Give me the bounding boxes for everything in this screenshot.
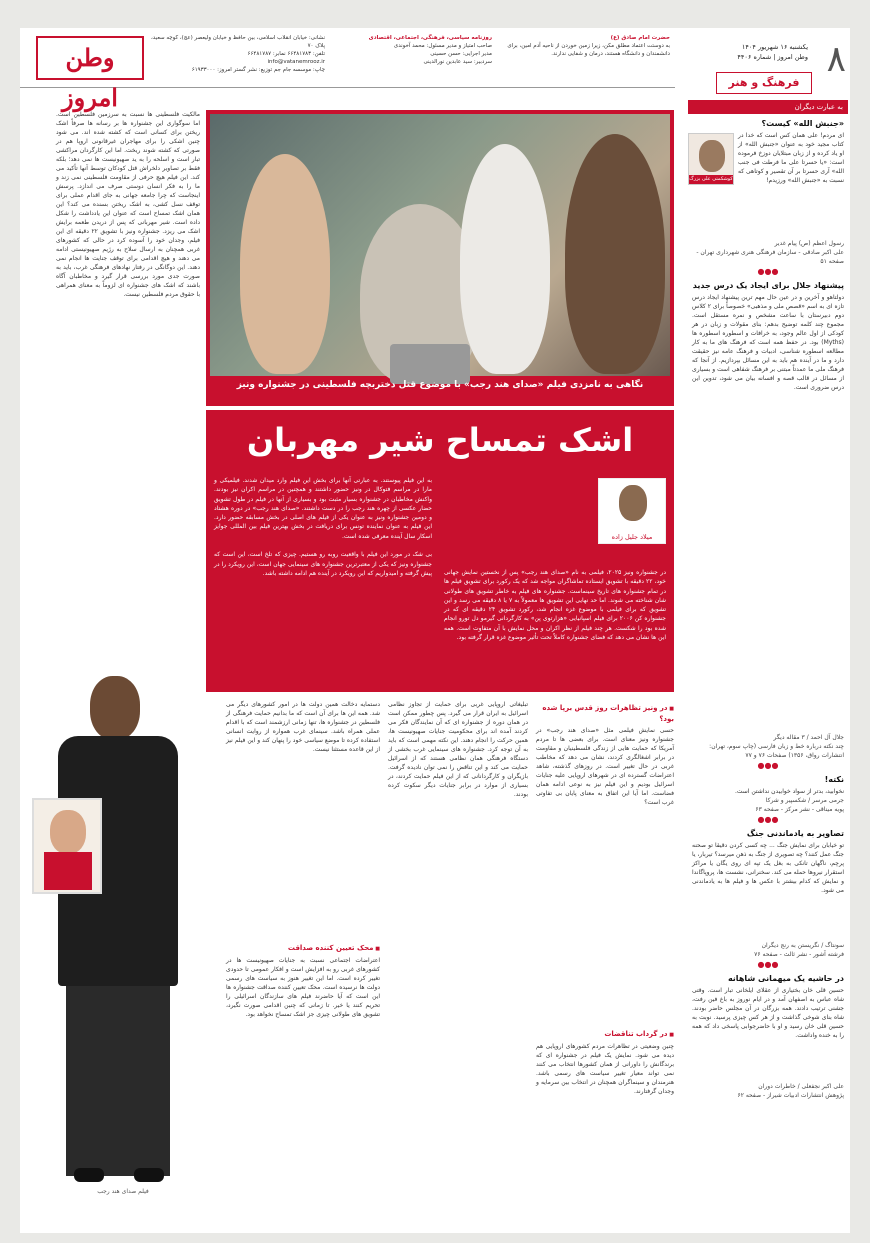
lead-photo[interactable] (210, 114, 670, 376)
author-name: میلاد جلیل زاده (611, 533, 653, 541)
side-item-text: ای مردم! علی همان کس است که خدا در کتاب مجید خود به عنوان «جنبش الله» از او یاد کرده و از زبان مبتلایان دوزخ فرموده است: «یا حسرتا علی ما فرطت فی جنب الله» آری حسرتا بر آن تقصیر و کوتاهی که نسبت به «جنبش الله» ورزیدم! (736, 132, 844, 184)
lower-col-2 (388, 700, 528, 1228)
lower-text: تبلیغاتی اروپایی غربی برای حمایت از تجاوز نظامی اسرائیل به ایران قرار می گیرد. پس چطور ممکن است در همان دوره از جشنواره ای که آن نمایندگان فکر می کردند آمده اند برای محکومیت جنایات صهیونیست ها، همین حرکت را انجام دهند. این نکته مهمی است که باید به آن توجه کرد. جشنواره های سینمایی غرب بخشی از دستگاه فرهنگی همان نظامی هستند که از اسرائیل حمایت می کند و این تناقض را نمی توان نادیده گرفت. بازیگران و کارگردانانی که از این فیلم حمایت کردند، در بسیاری از موارد در برابر جنایات دیگر سکوت کرده بودند. (386, 701, 528, 798)
figure-shape (240, 154, 330, 374)
side-item-source: علی اکبر نجفعلی / خاطرات دوران پژوهش انتشارات ادبیات شیراز - صفحه ۶۲ (737, 1083, 844, 1099)
side-item-title[interactable]: «جنبش الله» کیست؟ (761, 119, 844, 128)
side-item-text: تو خیابان برای نمایش جنگ ... چه کسی کردن دقیقا تو صحنه جنگ عمل کنند؟ چه تصویری از جنگ به ذهن میرسد؟ تیربار، یا پرچم، ناگهان تانکی به بغل یک تپه ای روی یگان یا مراکز استقرار نیروها حمله می کند. سخنرانی، نشست ها، پروپاگاندا و نمایش که کدام بیشتر با عکس ها و فیلم ها به یادماندنی می شود. (690, 842, 844, 894)
ownership-block: روزنامه سیاسی، فرهنگی، اجتماعی، اقتصادی صاحب امتیاز و مدیر مسئول: محمد آخوندی مدیر اجرایی: حسن حسینی سردبیر: سید عابدین نورالدینی (368, 35, 492, 65)
lead-col-2: به این فیلم پیوستند. به عبارتی آنها برای بخش این فیلم وارد میدان شدند. فیلمیکی و مارا در مراسم فتوکال در ونیز حضور داشتند و همچنین در مراسم اکران نیز بودند. واکنش مخاطبان در جشنواره بسیار مثبت بود و بسیاری از آنها در فیلم در طول تشویق حضار عکسی از چهره هند رجب را در دست داشتند. «صدای هند رجب» در دوره هشتاد و دومین جشنواره ونیز به عنوان یکی از فیلم های اصلی در بخش مسابقه حضور دارد. این فیلم به عنوان نماینده تونس برای دریافت در بخش بهترین فیلم بین المللی جوایز اسکار سال آینده معرفی شده است. بی شک در مورد این فیلم با واقعیت روبه رو هستیم. چیزی که تلخ است، این است که جشنواره ونیز که یکی از معتبرترین جشنواره های سینمایی جهان است، این رویکرد را در پیش گرفته و امیدواریم که این رویکرد در آینده هم ادامه داشته باشد. (214, 477, 432, 577)
side-header: به عبارت دیگران (688, 100, 848, 114)
side-item-text: نخوابید، بدتر از سواد خوابیدن نداشتن است. (734, 788, 844, 795)
lead-body (206, 470, 674, 692)
held-photo (32, 798, 102, 894)
lower-text: اعتراضات اجتماعی نسبت به جنایات صهیونیست ها در کشورهای غربی رو به افزایش است و افکار عمومی تا حدودی تغییر کرده است. اما این تغییر هنوز به سیاست های رسمی دولت ها نرسیده است. محک تعیین کننده صداقت جشنواره ها این است که آیا حاضرند فیلم های سازندگان اسرائیلی را تحریم کنند یا خیر. تا زمانی که چنین اقدامی صورت نگیرد، تشویق های طولانی چیزی جز اشک تمساح نخواهد بود. (224, 957, 380, 1018)
divider-dots: ●●● (757, 267, 779, 276)
lower-text: چنین وضعیتی در تظاهرات مردم کشورهای اروپایی هم دیده می شود. نمایش یک فیلم در جشنواره ای که برندگانش را داورانی از همان کشورها انتخاب می کنند نمی تواند معیار تغییر سیاست های رسمی باشد. هنرمندان و سینماگران همچنان در انتخاب بین سرمایه و وجدان گرفتارند. (534, 1043, 674, 1095)
figure-shape (565, 134, 665, 374)
side-item-source: جلال آل احمد / ۳ مقاله دیگر چند نکته درباره خط و زبان فارسی (چاپ سوم، تهران: انتشارات رواق، ۱۳۵۶) صفحات ۷۶ و ۷۷ (709, 734, 844, 759)
author-photo (619, 485, 647, 521)
newspaper-page (20, 28, 850, 1233)
trousers-shape (66, 986, 170, 1176)
face-shape (699, 140, 725, 172)
lead-headline[interactable]: اشک تمساح شیر مهربان (206, 410, 674, 470)
avatar: کوشکمتی علی بزرگ (688, 133, 734, 185)
side-item-text: دولتاهو و آخرین و در عین حال مهم ترین پیشنهاد ایجاد درس تازه ای به اسم «قصص ملی و مذهبی» خصوصاً برای ۲ کلاس دوم دبیرستان با ساعت مشخص و نمره مستقل است. مجموع چند کلمه توضیح بدهم: بنای مقولات و زبان در هر کودکی از اول عالم وجود، به خرافات و اسطوره اسطوره ها (Myths) بود. در حفظ همه است که فرهنگ های ما به کار مطالعه اسطوره شناسی، ادبیات و فرهنگ عامه نیز حقیقت دارد و ما در آینده هم باید به این مسائل بپردازیم. از آنجا که فرهنگ ملی ما عمدتاً مبتنی بر فرهنگ شفاهی است و بسیاری از مسائل در قالب قصه و افسانه بیان می شود، تدوین این درس ضروری است. (690, 294, 845, 391)
section-title: فرهنگ و هنر (716, 72, 812, 94)
date-column (688, 36, 848, 100)
side-item-title[interactable]: در حاشیه یک میهمانی شاهانه (727, 974, 844, 983)
side-item-text: حسین قلی خان بختیاری از عقلای ایلخانی تبار است. وقتی شاه عباس به اصفهان آمد و در ایام نوروز به باغ فین رفت، جشنی ترتیب دادند. همه بزرگان در آن مجلس حاضر بودند. شاه بنای شوخی گذاشت و از هر کس چیزی پرسید. نوبت به حسین قلی خان رسید و او با حاضرجوابی پاسخی داد که همه را به خنده واداشت. (690, 987, 844, 1039)
side-item-source: سونتاگ / نگریستن به رنج دیگران فرشته آشور - نشر ثالث - صفحه ۷۶ (754, 942, 844, 958)
subhead: ■ در ونیز تظاهرات روز قدس برپا شده بود؟ (536, 703, 674, 724)
lead-continuation (56, 110, 200, 670)
side-item-title[interactable]: نکته! (824, 775, 844, 784)
lead-photo-box (206, 110, 674, 406)
lower-col-3 (226, 700, 380, 1228)
lead-col-1: در جشنواره ونیز ۲۰۲۵، فیلمی به نام «صدای هند رجب» پس از نخستین نمایش جهانی خود، ۲۲ دقیقه با تشویق ایستاده تماشاگران مواجه شد که یک رکورد برای تشویق فیلم ها در تمام جشنواره های تاریخ سینماست. جشنواره های فیلم به خاطر تشویق های طولانی شان شناخته می شوند. اما حد نهایی این تشویق ها معمولاً به ۷ یا ۸ دقیقه می رسد و این تشویق که برای فیلمی با موضوع غزه انجام شد، رکورد تشویق ۲۴ دقیقه ای که در جشنواره کن ۲۰۰۶ برای فیلم اسپانیایی «هزارتوی پن» به کارگردانی گیرمو دل تورو انجام شده بود را شکست. هر چند فیلم از نظر اکران و محل نمایش با آن متفاوت است. همه این ها نشان می دهد که فضای جشنواره کاملاً تحت تأثیر موضوع غزه قرار گرفته بود. (442, 569, 667, 642)
lead-kicker: نگاهی به نامزدی فیلم «صدای هند رجب» با موضوع قتل دختربچه فلسطینی در جشنواره ونیز (236, 380, 644, 390)
divider-dots: ●●● (757, 960, 779, 969)
author-box (598, 478, 666, 544)
side-item-source: رسول اعظم (ص) پیام غدیر علی اکبر صادقی - سازمان فرهنگی هنری شهرداری تهران - صفحه ۵۱ (696, 240, 844, 265)
photo-caption: فیلم صدای هند رجب (97, 1188, 149, 1195)
continuation-text: مالکیت فلسطینی ها نسبت به سرزمین فلسطین است. اما سوگواری این جشنواره ها بر رسانه ها صرفاً اشک ریختن برای کسانی است که کشته شده اند. می شود چنین اشکی را برای مهاجران غیرقانونی اروپا هم در صورتی که کشته شوند ریخت. اما این کارگردان مراکشی تبار است و اسلحه را به ید صهیونیست ها نمی دهد؛ بلکه فقط بر تصاویر دلخراش قتل کودکان توسط آنها تأکید می کند. این فیلم هیچ حرفی از مقاومت فلسطینی نمی زند و ما را به فکر انسان دوستی صرف می اندازد. پرسش اینجاست که چرا جامعه جهانی به جای اقدام عملی برای توقف نسل کشی، به اشک ریختن بسنده می کند؟ این همان اشک تمساح است که عنوان این یادداشت را شکل داده است. شیر مهربانی که پس از دریدن طعمه برایش اشک می ریزد. جشنواره ونیز با تشویق ۲۲ دقیقه ای این فیلم، وجدان خود را آسوده کرد در حالی که کشورهای غربی همچنان به ارسال سلاح به رژیم صهیونیستی ادامه می دهند و هیچ اقدامی برای توقف جنایت ها انجام نمی دهند. این دوگانگی در رفتار نهادهای فرهنگی غرب، باید به صورت جدی مورد بررسی قرار گیرد و مخاطبان آگاه باشند که اشک های جشنواره ای لزوماً به معنای همراهی با حقوق مردم فلسطین نیست. (54, 111, 200, 298)
divider-dots: ●●● (757, 761, 779, 770)
subhead: ■ در گرداب تناقضات (536, 1029, 674, 1040)
side-item-title[interactable]: تصاویر به یادماندنی جنگ (746, 829, 844, 838)
side-column (688, 100, 848, 1228)
child-shirt (44, 852, 92, 890)
divider-dots: ●●● (757, 815, 779, 824)
page-number: ۸ (826, 39, 846, 80)
address-block: نشانی: خیابان انقلاب اسلامی، بین حافظ و خیابان ولیعصر (عج)، کوچه سعید، پلاک ۷۰ تلفن: ۶۶۴۸۱۷۸۳ نمابر: ۶۶۴۸۱۷۸۷ info@vatanemrooz.ir چاپ: موسسه جام جم توزیع: نشر گستر امروز: ۶۱۹۳۳۰۰۰ (151, 35, 325, 73)
lower-text: دستمایه دخالت همین دولت ها در امور کشورهای دیگر می شد. همه این ها برای آن است که ما بدانیم حمایت فرهنگی از فلسطین در جشنواره ها، تنها زمانی ارزشمند است که با اقدام عملی همراه باشد. سینمای غرب همواره از روایت انسانی استفاده کرده تا موضع سیاسی خود را پنهان کند و این فیلم نیز از این قاعده مستثنا نیست. (224, 701, 380, 753)
head-shape (90, 676, 140, 740)
child-face (50, 810, 86, 854)
side-item-title[interactable]: پیشنهاد جلال برای ایجاد یک درس جدید (692, 281, 844, 290)
shoe-shape (74, 1168, 104, 1182)
figure-shape (460, 144, 550, 374)
lower-col-1 (536, 700, 674, 1228)
lower-text: حسی نمایش فیلمی مثل «صدای هند رجب» در جشنواره ونیز معنای است. برای بعضی ها تا مردم آمریکا که حمایت هایی از زندگی فلسطینیان و مقاومت در برابر اشغالگری کردند، نشان می دهد که مخاطب غربی در حال تغییر است. در روزهای گذشته، شاهد اعتراضات گسترده ای در شهرهای اروپایی علیه جنایات اسرائیل بودیم و این فیلم نیز به نوعی ادامه همان فضاست. اما آیا این اتفاق به معنای پایان بی تفاوتی غرب است؟ (534, 727, 674, 806)
issue-date: یکشنبه ۱۶ شهریور ۱۴۰۴ وطن امروز | شماره ۴۴۰۶ (737, 43, 808, 61)
shoe-shape (134, 1168, 164, 1182)
subhead: ■ محک تعیین کننده صداقت (226, 943, 380, 954)
portrait-photo[interactable] (24, 668, 220, 1228)
hadith-block: حضرت امام صادق (ع) به دوستت اعتماد مطلق مکن، زیرا زمین خوردن از ناحیه آدم امین، برای دانشمندان و دانشگاه هستند، درمان و شفایی ندارند. (507, 35, 670, 57)
logo[interactable]: وطن امروز (36, 36, 144, 80)
masthead (20, 28, 675, 112)
side-item-source: جرمی مرسر / شکسپیر و شرکا پویه میناقی - نشر مرکز - صفحه ۶۳ (755, 797, 844, 813)
